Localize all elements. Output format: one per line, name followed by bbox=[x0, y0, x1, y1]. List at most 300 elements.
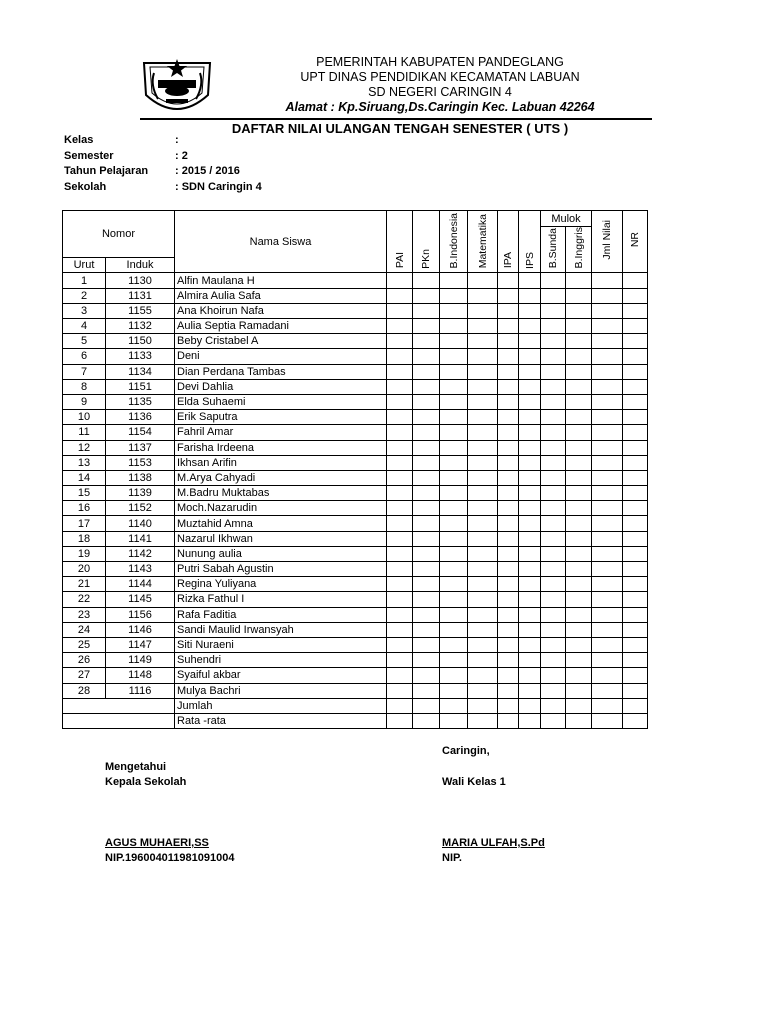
grade-cell bbox=[498, 440, 519, 455]
grade-cell bbox=[623, 303, 648, 318]
grade-cell bbox=[566, 319, 592, 334]
row-nama: Syaiful akbar bbox=[175, 668, 387, 683]
grade-cell bbox=[387, 394, 413, 409]
grade-cell bbox=[592, 470, 623, 485]
row-urut: 20 bbox=[63, 562, 106, 577]
grade-cell bbox=[623, 637, 648, 652]
grade-cell bbox=[519, 653, 541, 668]
grade-cell bbox=[498, 273, 519, 288]
grade-cell bbox=[413, 516, 440, 531]
table-row bbox=[63, 288, 648, 303]
table-row bbox=[63, 410, 648, 425]
table-row bbox=[63, 319, 648, 334]
table-row bbox=[63, 349, 648, 364]
row-nama: Aulia Septia Ramadani bbox=[175, 319, 387, 334]
grade-cell bbox=[413, 440, 440, 455]
grade-cell bbox=[498, 470, 519, 485]
row-induk: 1150 bbox=[106, 334, 175, 349]
row-urut: 17 bbox=[63, 516, 106, 531]
nomor-header: Nomor bbox=[63, 211, 175, 258]
grade-cell bbox=[541, 288, 566, 303]
grade-cell bbox=[413, 577, 440, 592]
grade-cell bbox=[592, 592, 623, 607]
grade-cell bbox=[413, 425, 440, 440]
grade-cell bbox=[519, 592, 541, 607]
grade-cell bbox=[623, 288, 648, 303]
grade-cell bbox=[566, 486, 592, 501]
induk-header: Induk bbox=[106, 258, 175, 273]
grade-cell bbox=[519, 668, 541, 683]
row-induk: 1155 bbox=[106, 303, 175, 318]
row-induk: 1142 bbox=[106, 546, 175, 561]
subject-header-ips: IPS bbox=[519, 211, 541, 273]
grade-cell bbox=[592, 486, 623, 501]
grade-cell bbox=[541, 379, 566, 394]
row-urut: 4 bbox=[63, 319, 106, 334]
grade-cell bbox=[468, 501, 498, 516]
grade-cell bbox=[566, 607, 592, 622]
grade-cell bbox=[566, 425, 592, 440]
table-row bbox=[63, 455, 648, 470]
grade-cell bbox=[468, 637, 498, 652]
row-nama: Siti Nuraeni bbox=[175, 637, 387, 652]
semester-value: : 2 bbox=[175, 149, 188, 162]
grade-cell bbox=[566, 562, 592, 577]
grade-cell bbox=[541, 440, 566, 455]
semester-label: Semester bbox=[64, 149, 114, 162]
row-nama: Almira Aulia Safa bbox=[175, 288, 387, 303]
table-row bbox=[63, 303, 648, 318]
grade-cell bbox=[387, 501, 413, 516]
table-row bbox=[63, 394, 648, 409]
grade-cell bbox=[498, 653, 519, 668]
jumlah-label: Jumlah bbox=[175, 698, 387, 713]
wali-kelas-name: MARIA ULFAH,S.Pd bbox=[442, 837, 545, 849]
meta-info bbox=[64, 134, 262, 196]
grade-cell bbox=[519, 273, 541, 288]
grade-cell bbox=[440, 501, 468, 516]
grade-cell bbox=[387, 349, 413, 364]
row-urut: 10 bbox=[63, 410, 106, 425]
grade-cell bbox=[498, 683, 519, 698]
row-induk: 1144 bbox=[106, 577, 175, 592]
row-induk: 1156 bbox=[106, 607, 175, 622]
grade-cell bbox=[413, 334, 440, 349]
grade-cell bbox=[519, 683, 541, 698]
grade-cell bbox=[566, 273, 592, 288]
grade-cell bbox=[519, 637, 541, 652]
grade-cell bbox=[387, 288, 413, 303]
subject-header-pkn: PKn bbox=[413, 211, 440, 273]
grade-cell bbox=[387, 562, 413, 577]
row-nama: Nunung aulia bbox=[175, 546, 387, 561]
grade-cell bbox=[566, 501, 592, 516]
grade-cell bbox=[623, 319, 648, 334]
row-induk: 1151 bbox=[106, 379, 175, 394]
grade-cell bbox=[498, 562, 519, 577]
table-row bbox=[63, 562, 648, 577]
grade-cell bbox=[468, 562, 498, 577]
kelas-value: : bbox=[175, 134, 179, 146]
grade-cell bbox=[541, 364, 566, 379]
grade-cell bbox=[440, 637, 468, 652]
grade-cell bbox=[387, 546, 413, 561]
row-nama: M.Arya Cahyadi bbox=[175, 470, 387, 485]
grade-cell bbox=[387, 516, 413, 531]
row-nama: Ikhsan Arifin bbox=[175, 455, 387, 470]
table-row bbox=[63, 622, 648, 637]
table-row bbox=[63, 364, 648, 379]
row-urut: 25 bbox=[63, 637, 106, 652]
grade-cell bbox=[592, 577, 623, 592]
row-induk: 1139 bbox=[106, 486, 175, 501]
table-row bbox=[63, 470, 648, 485]
grade-cell bbox=[592, 683, 623, 698]
row-urut: 2 bbox=[63, 288, 106, 303]
grade-cell bbox=[387, 531, 413, 546]
grade-cell bbox=[566, 668, 592, 683]
row-nama: Mulya Bachri bbox=[175, 683, 387, 698]
grade-cell bbox=[440, 470, 468, 485]
grade-cell bbox=[519, 319, 541, 334]
grade-cell bbox=[519, 486, 541, 501]
grade-cell bbox=[519, 364, 541, 379]
row-urut: 3 bbox=[63, 303, 106, 318]
row-urut: 12 bbox=[63, 440, 106, 455]
row-induk: 1140 bbox=[106, 516, 175, 531]
grade-cell bbox=[541, 303, 566, 318]
row-induk: 1136 bbox=[106, 410, 175, 425]
grade-cell bbox=[541, 546, 566, 561]
grade-cell bbox=[387, 334, 413, 349]
grade-cell bbox=[623, 440, 648, 455]
grade-cell bbox=[592, 637, 623, 652]
row-nama: Regina Yuliyana bbox=[175, 577, 387, 592]
grade-cell bbox=[566, 394, 592, 409]
grade-cell bbox=[623, 425, 648, 440]
grade-cell bbox=[440, 379, 468, 394]
grade-cell bbox=[413, 273, 440, 288]
grade-cell bbox=[498, 379, 519, 394]
row-induk: 1149 bbox=[106, 653, 175, 668]
row-urut: 19 bbox=[63, 546, 106, 561]
grades-table bbox=[62, 210, 648, 729]
grade-cell bbox=[498, 546, 519, 561]
grade-cell bbox=[440, 546, 468, 561]
row-nama: Putri Sabah Agustin bbox=[175, 562, 387, 577]
grade-cell bbox=[413, 668, 440, 683]
grade-cell bbox=[440, 319, 468, 334]
grade-cell bbox=[519, 546, 541, 561]
grade-cell bbox=[541, 486, 566, 501]
row-induk: 1135 bbox=[106, 394, 175, 409]
grade-cell bbox=[498, 486, 519, 501]
grade-cell bbox=[519, 577, 541, 592]
grade-cell bbox=[592, 288, 623, 303]
grade-cell bbox=[468, 516, 498, 531]
row-urut: 9 bbox=[63, 394, 106, 409]
grade-cell bbox=[519, 410, 541, 425]
grade-cell bbox=[440, 683, 468, 698]
row-urut: 7 bbox=[63, 364, 106, 379]
grade-cell bbox=[592, 516, 623, 531]
row-urut: 6 bbox=[63, 349, 106, 364]
grade-cell bbox=[566, 546, 592, 561]
grade-cell bbox=[413, 470, 440, 485]
grade-cell bbox=[413, 592, 440, 607]
row-urut: 28 bbox=[63, 683, 106, 698]
grade-cell bbox=[592, 273, 623, 288]
grade-cell bbox=[468, 683, 498, 698]
grade-cell bbox=[623, 592, 648, 607]
grade-cell bbox=[541, 410, 566, 425]
grade-cell bbox=[541, 531, 566, 546]
grade-cell bbox=[498, 592, 519, 607]
grade-cell bbox=[566, 577, 592, 592]
row-nama: Devi Dahlia bbox=[175, 379, 387, 394]
header-line-2: UPT DINAS PENDIDIKAN KECAMATAN LABUAN bbox=[300, 70, 580, 84]
grade-cell bbox=[498, 349, 519, 364]
subject-header-ipa: IPA bbox=[498, 211, 519, 273]
row-nama: Farisha Irdeena bbox=[175, 440, 387, 455]
grade-cell bbox=[592, 501, 623, 516]
grade-cell bbox=[541, 622, 566, 637]
grade-cell bbox=[468, 288, 498, 303]
grade-cell bbox=[592, 607, 623, 622]
grade-cell bbox=[468, 668, 498, 683]
row-urut: 18 bbox=[63, 531, 106, 546]
grade-cell bbox=[468, 319, 498, 334]
jumlah-empty bbox=[63, 698, 175, 713]
grade-cell bbox=[541, 668, 566, 683]
grade-cell bbox=[592, 440, 623, 455]
subject-header-bsunda: B.Sunda bbox=[541, 227, 566, 273]
grade-cell bbox=[387, 440, 413, 455]
row-induk: 1146 bbox=[106, 622, 175, 637]
grade-cell bbox=[498, 364, 519, 379]
grade-cell bbox=[566, 653, 592, 668]
grade-cell bbox=[566, 470, 592, 485]
grade-cell bbox=[413, 501, 440, 516]
row-nama: Nazarul Ikhwan bbox=[175, 531, 387, 546]
grade-cell bbox=[566, 288, 592, 303]
grade-cell bbox=[387, 683, 413, 698]
row-induk: 1116 bbox=[106, 683, 175, 698]
grade-cell bbox=[592, 546, 623, 561]
grade-cell bbox=[592, 303, 623, 318]
grade-cell bbox=[519, 516, 541, 531]
grade-cell bbox=[413, 288, 440, 303]
grade-cell bbox=[440, 607, 468, 622]
grade-cell bbox=[440, 653, 468, 668]
row-urut: 24 bbox=[63, 622, 106, 637]
row-nama: Alfin Maulana H bbox=[175, 273, 387, 288]
table-row bbox=[63, 607, 648, 622]
grade-cell bbox=[592, 455, 623, 470]
subject-header-jml-nilai: Jml Nilai bbox=[592, 211, 623, 273]
grade-cell bbox=[413, 394, 440, 409]
grade-cell bbox=[413, 410, 440, 425]
grade-cell bbox=[623, 516, 648, 531]
row-urut: 1 bbox=[63, 273, 106, 288]
row-nama: Muztahid Amna bbox=[175, 516, 387, 531]
row-nama: Beby Cristabel A bbox=[175, 334, 387, 349]
wali-kelas-label: Wali Kelas 1 bbox=[442, 776, 506, 788]
grade-cell bbox=[498, 516, 519, 531]
grade-cell bbox=[519, 425, 541, 440]
grade-cell bbox=[541, 637, 566, 652]
grade-cell bbox=[387, 577, 413, 592]
grade-cell bbox=[468, 577, 498, 592]
grade-cell bbox=[387, 425, 413, 440]
grade-cell bbox=[541, 334, 566, 349]
grade-cell bbox=[592, 364, 623, 379]
grade-cell bbox=[498, 455, 519, 470]
grade-cell bbox=[387, 622, 413, 637]
row-induk: 1145 bbox=[106, 592, 175, 607]
grade-cell bbox=[592, 319, 623, 334]
grade-cell bbox=[498, 501, 519, 516]
row-urut: 21 bbox=[63, 577, 106, 592]
grade-cell bbox=[413, 607, 440, 622]
grade-cell bbox=[519, 379, 541, 394]
grade-cell bbox=[623, 668, 648, 683]
grade-cell bbox=[623, 683, 648, 698]
subject-header-bindonesia: B.Indonesia bbox=[440, 211, 468, 273]
grade-cell bbox=[566, 349, 592, 364]
signature-place: Caringin, bbox=[442, 745, 490, 757]
grade-cell bbox=[498, 622, 519, 637]
grade-cell bbox=[387, 273, 413, 288]
row-urut: 22 bbox=[63, 592, 106, 607]
grade-cell bbox=[519, 334, 541, 349]
subject-header-nr: NR bbox=[623, 211, 648, 273]
grade-cell bbox=[623, 334, 648, 349]
grade-cell bbox=[623, 470, 648, 485]
grade-cell bbox=[623, 273, 648, 288]
grade-cell bbox=[541, 501, 566, 516]
table-row bbox=[63, 668, 648, 683]
grade-cell bbox=[566, 592, 592, 607]
grade-cell bbox=[519, 622, 541, 637]
grade-cell bbox=[387, 303, 413, 318]
grade-cell bbox=[468, 546, 498, 561]
grade-cell bbox=[387, 455, 413, 470]
grade-cell bbox=[468, 486, 498, 501]
grade-cell bbox=[592, 425, 623, 440]
grade-cell bbox=[519, 501, 541, 516]
grade-cell bbox=[440, 562, 468, 577]
grade-cell bbox=[413, 562, 440, 577]
grade-cell bbox=[440, 334, 468, 349]
row-urut: 23 bbox=[63, 607, 106, 622]
row-urut: 26 bbox=[63, 653, 106, 668]
row-induk: 1148 bbox=[106, 668, 175, 683]
grade-cell bbox=[413, 455, 440, 470]
grade-cell bbox=[468, 470, 498, 485]
grade-cell bbox=[498, 303, 519, 318]
grade-cell bbox=[541, 273, 566, 288]
grade-cell bbox=[623, 546, 648, 561]
grade-cell bbox=[440, 425, 468, 440]
row-nama: Moch.Nazarudin bbox=[175, 501, 387, 516]
grade-cell bbox=[566, 303, 592, 318]
row-urut: 5 bbox=[63, 334, 106, 349]
grade-cell bbox=[413, 546, 440, 561]
grade-cell bbox=[566, 410, 592, 425]
kelas-label: Kelas bbox=[64, 134, 94, 146]
grade-cell bbox=[541, 683, 566, 698]
grade-cell bbox=[541, 562, 566, 577]
grade-cell bbox=[440, 349, 468, 364]
subject-header-matematika: Matematika bbox=[468, 211, 498, 273]
tahun-value: : 2015 / 2016 bbox=[175, 165, 240, 177]
grade-cell bbox=[468, 394, 498, 409]
grade-cell bbox=[592, 334, 623, 349]
grade-cell bbox=[541, 653, 566, 668]
row-induk: 1143 bbox=[106, 562, 175, 577]
grade-cell bbox=[592, 622, 623, 637]
kepala-sekolah-name: AGUS MUHAERI,SS bbox=[105, 837, 209, 849]
row-nama: Erik Saputra bbox=[175, 410, 387, 425]
grade-cell bbox=[413, 319, 440, 334]
kepala-sekolah-label: Kepala Sekolah bbox=[105, 776, 187, 788]
row-nama: M.Badru Muktabas bbox=[175, 486, 387, 501]
grade-cell bbox=[498, 394, 519, 409]
row-induk: 1130 bbox=[106, 273, 175, 288]
grade-cell bbox=[592, 668, 623, 683]
grade-cell bbox=[468, 303, 498, 318]
table-row bbox=[63, 637, 648, 652]
grade-cell bbox=[440, 288, 468, 303]
sekolah-value: : SDN Caringin 4 bbox=[175, 180, 262, 193]
grade-cell bbox=[387, 592, 413, 607]
grade-cell bbox=[566, 440, 592, 455]
mengetahui-label: Mengetahui bbox=[105, 761, 167, 773]
grade-cell bbox=[387, 319, 413, 334]
grade-cell bbox=[519, 455, 541, 470]
rata-label: Rata -rata bbox=[175, 713, 387, 728]
row-induk: 1141 bbox=[106, 531, 175, 546]
nama-siswa-header: Nama Siswa bbox=[175, 211, 387, 273]
grade-cell bbox=[498, 425, 519, 440]
grade-cell bbox=[468, 410, 498, 425]
grade-cell bbox=[541, 516, 566, 531]
grade-cell bbox=[440, 410, 468, 425]
grade-cell bbox=[623, 364, 648, 379]
row-nama: Fahril Amar bbox=[175, 425, 387, 440]
grade-cell bbox=[566, 516, 592, 531]
grade-cell bbox=[498, 410, 519, 425]
grade-cell bbox=[413, 622, 440, 637]
grade-cell bbox=[623, 653, 648, 668]
grade-cell bbox=[566, 334, 592, 349]
grade-cell bbox=[623, 379, 648, 394]
grade-cell bbox=[566, 455, 592, 470]
grade-cell bbox=[519, 303, 541, 318]
grade-cell bbox=[498, 577, 519, 592]
grade-cell bbox=[541, 592, 566, 607]
grade-cell bbox=[413, 683, 440, 698]
grade-cell bbox=[468, 364, 498, 379]
grade-cell bbox=[413, 364, 440, 379]
grade-cell bbox=[592, 653, 623, 668]
grade-cell bbox=[468, 379, 498, 394]
header-address: Alamat : Kp.Siruang,Ds.Caringin Kec. Labuan 42264 bbox=[285, 100, 595, 114]
grade-cell bbox=[541, 394, 566, 409]
grade-cell bbox=[623, 577, 648, 592]
grade-cell bbox=[468, 425, 498, 440]
